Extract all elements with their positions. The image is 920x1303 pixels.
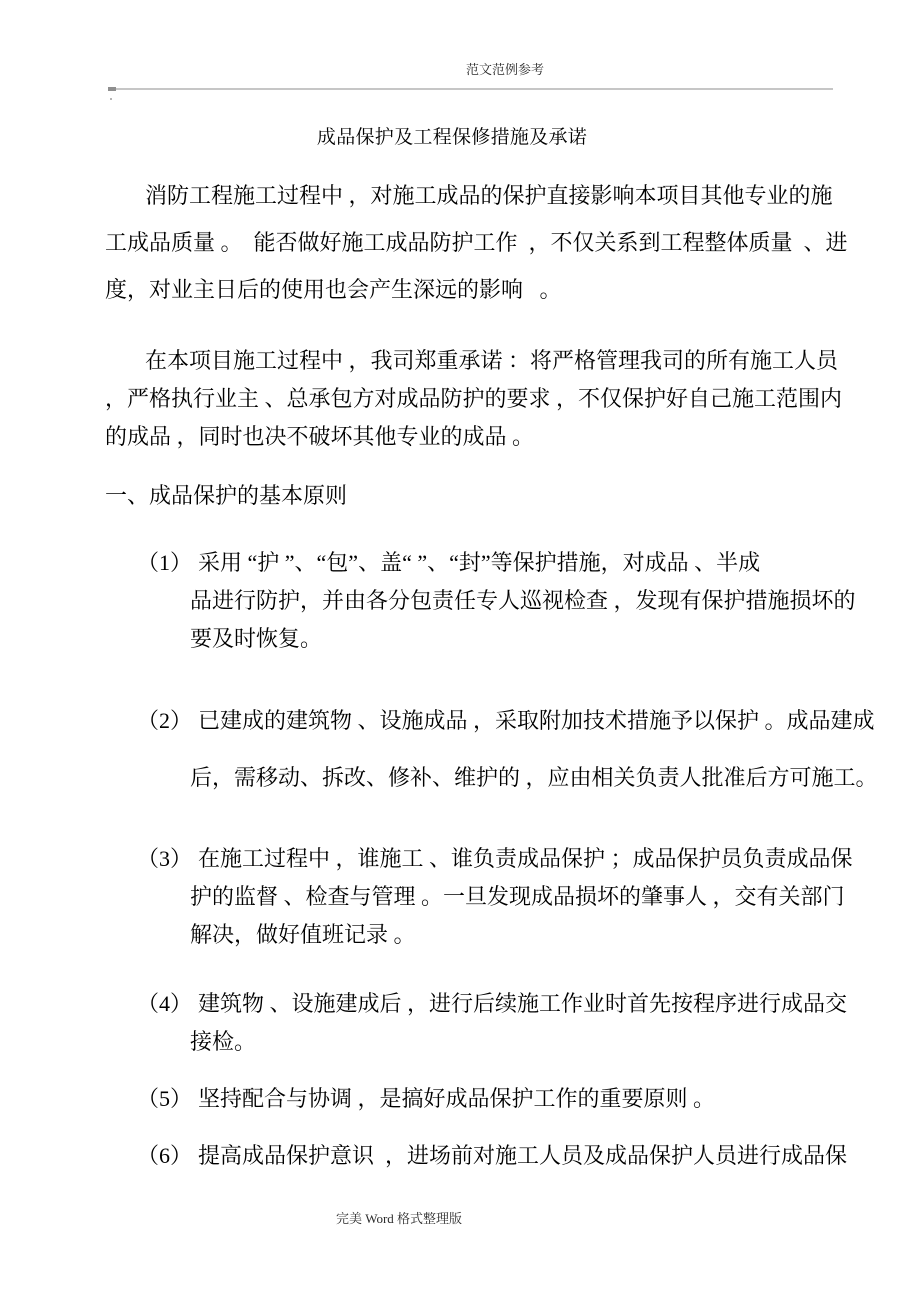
item-marker: （4） xyxy=(137,991,193,1016)
text-line xyxy=(137,1084,890,1114)
item-text: 采用 “护 ”、“包”、盖“ ”、“封”等保护措施，对成品 、半成 xyxy=(198,550,761,575)
item-text: 已建成的建筑物 、设施成品 ，采取附加技术措施予以保护 。成品建成 xyxy=(198,708,875,733)
header-divider xyxy=(108,88,833,90)
document-title: 成品保护及工程保修措施及承诺 xyxy=(316,127,588,148)
text-line: 工成品质量 。 能否做好施工成品防护工作 ，不仅关系到工程整体质量 、进 xyxy=(105,230,848,255)
header-divider-dot xyxy=(110,98,112,100)
paragraph-commitment xyxy=(105,342,850,456)
list-item-5 xyxy=(105,1084,890,1114)
text-line: 消防工程施工过程中 ，对施工成品的保护直接影响本项目其他专业的施 xyxy=(145,183,833,208)
text-line: 后，需移动、拆改、修补、维护的 ，应由相关负责人批准后方可施工。 xyxy=(190,765,878,790)
item-marker: （6） xyxy=(137,1143,193,1168)
text-line: 护的监督 、检查与管理 。一旦发现成品损坏的肇事人 ，交有关部门 xyxy=(190,884,845,909)
item-text: 建筑物 、设施建成后 ，进行后续施工作业时首先按程序进行成品交 xyxy=(198,991,848,1016)
list-item-3 xyxy=(105,840,890,954)
text-line xyxy=(137,692,890,749)
item-marker: （2） xyxy=(137,708,193,733)
section-heading: 一、成品保护的基本原则 xyxy=(105,483,348,508)
header-divider-tick xyxy=(108,87,116,91)
paragraph-intro xyxy=(105,172,850,313)
list-item-4 xyxy=(105,985,890,1061)
item-marker: （1） xyxy=(137,550,193,575)
page-footer: 完美 Word 格式整理版 xyxy=(335,1211,463,1226)
item-marker: （3） xyxy=(137,846,193,871)
text-line: 接检。 xyxy=(190,1029,257,1054)
text-line xyxy=(137,544,890,582)
item-text: 在施工过程中 ，谁施工 、谁负责成品保护 ；成品保护员负责成品保 xyxy=(198,846,853,871)
item-text: 坚持配合与协调 ，是搞好成品保护工作的重要原则 。 xyxy=(198,1086,716,1111)
text-line: 在本项目施工过程中 ，我司郑重承诺 ：将严格管理我司的所有施工人员 xyxy=(145,348,839,373)
list-item-1 xyxy=(105,544,890,658)
text-line: 的成品 ，同时也决不破坏其他专业的成品 。 xyxy=(105,424,535,449)
page-header: 范文范例参考 xyxy=(465,62,544,77)
text-line: 品进行防护，并由各分包责任专人巡视检查 ，发现有保护措施损坏的 xyxy=(190,588,856,613)
list-item-6 xyxy=(105,1141,890,1171)
text-line: 要及时恢复。 xyxy=(190,626,323,651)
list-item-2 xyxy=(105,692,890,806)
text-line xyxy=(137,840,890,878)
text-line: 解决，做好值班记录 。 xyxy=(190,922,416,947)
item-marker: （5） xyxy=(137,1086,193,1111)
text-line xyxy=(137,1141,890,1171)
item-text: 提高成品保护意识 ，进场前对施工人员及成品保护人员进行成品保 xyxy=(198,1143,848,1168)
text-line xyxy=(137,985,890,1023)
text-line: ，严格执行业主 、总承包方对成品防护的要求 ，不仅保护好自己施工范围内 xyxy=(105,386,843,411)
text-line: 度，对业主日后的使用也会产生深远的影响 。 xyxy=(105,277,562,302)
